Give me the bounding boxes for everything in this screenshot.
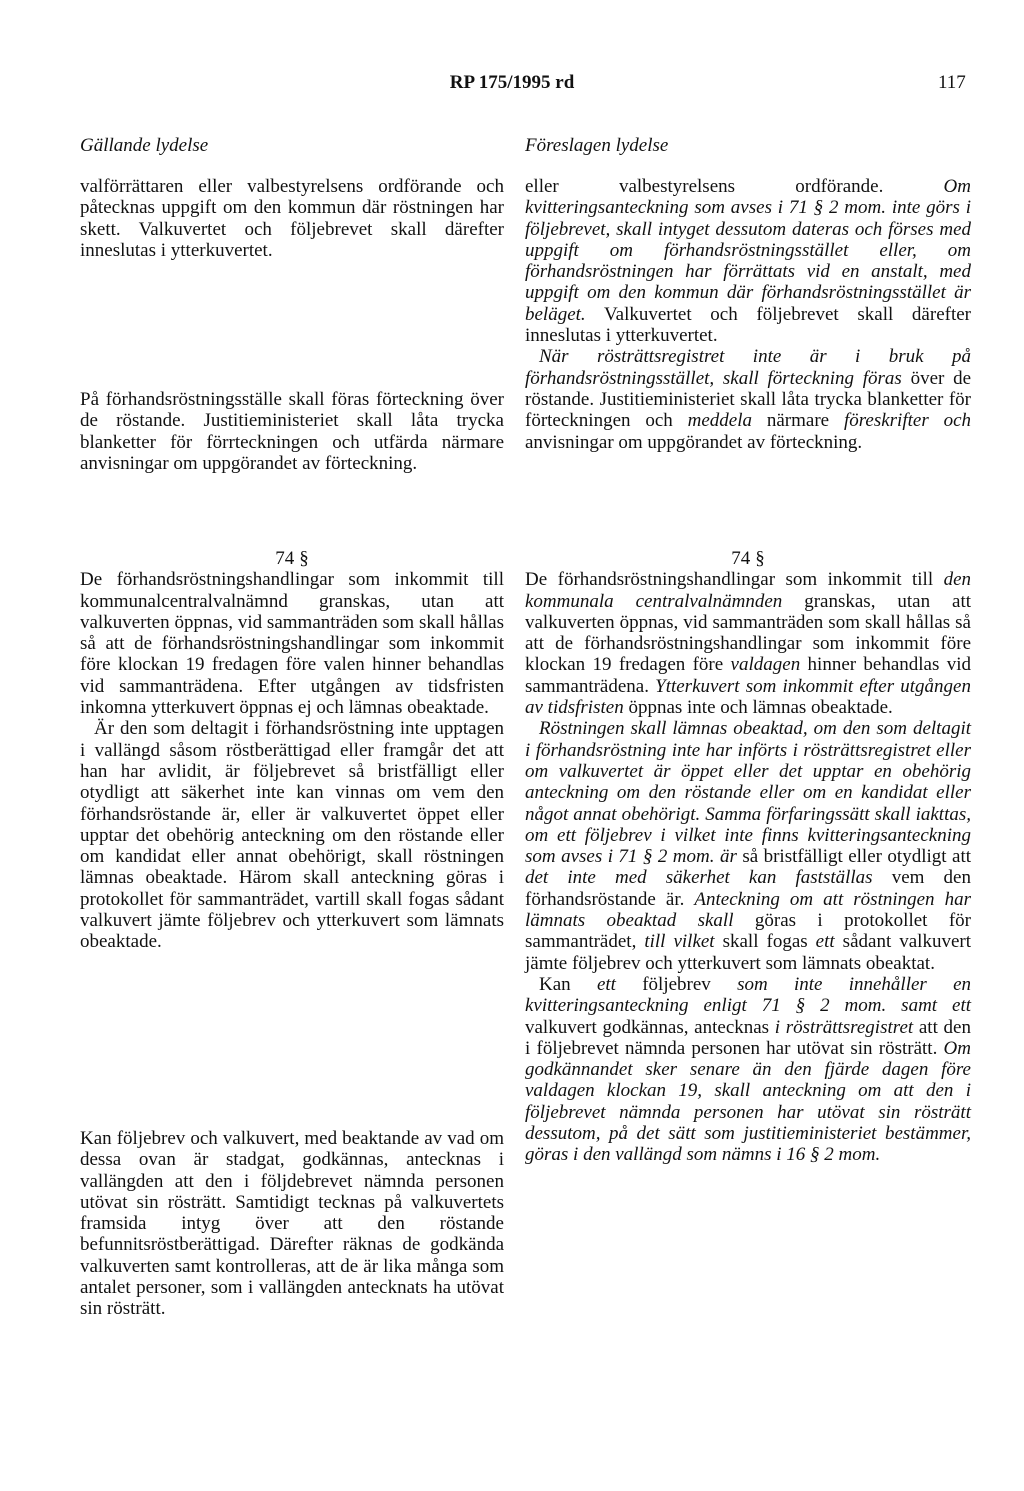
left-section-74 bbox=[80, 548, 504, 953]
left-section-heading: 74 § bbox=[275, 548, 309, 569]
left-section-number: 74 bbox=[275, 548, 295, 569]
left-paragraph-3: De förhandsröstningshandlingar som inkommit till kommunalcentralvalnämnd granskas, utan att valkuverten öppnas, vid sammanträden som skall hållas så att de förhandsröstningshandlingar som inkommit före klockan 19 fredagen före valen hinner behandlas vid sammanträdena. Efter utgången av tidsfristen inkomna ytterkuvert öppnas ej och lämnas obeaktade. bbox=[80, 569, 504, 719]
right-p1-p2 bbox=[525, 176, 971, 453]
right-paragraph-1: eller valbestyrelsens ordförande. Om kvitteringsanteckning som avses i 71 § 2 mom. inte görs i följebrevet, skall intyget dessutom dateras och förses med uppgift om förhandsröstningsstället eller, om förhandsröstningen har förrättats vid en anstalt, med uppgift om den kommun där förhandsröstningsstället är beläget. Valkuvertet och följebrevet skall därefter inneslutas i ytterkuvertet. bbox=[525, 176, 971, 347]
right-paragraph-2: När rösträttsregistret inte är i bruk på förhandsröstningsstället, skall förteckning föras över de röstande. Justitieministeriet skall låta trycka blanketter för förteckningen och meddela närmare föreskrifter och anvisningar om uppgörandet av förteckning. bbox=[525, 346, 971, 453]
right-paragraph-3: De förhandsröstningshandlingar som inkommit till den kommunala centralvalnämnden granskas, utan att valkuverten öppnas, vid sammanträden som skall hållas så att de förhandsröstningshandlingar som inkommit före klockan 19 fredagen före valdagen hinner behandlas vid sammanträdena. Ytterkuvert som inkommit efter utgången av tidsfristen öppnas inte och lämnas obeaktade. bbox=[525, 569, 972, 719]
left-paragraph-1: valförrättaren eller valbestyrelsens ordförande och påtecknas uppgift om den kommun där röstningen har skett. Valkuvertet och följebrevet skall därefter inneslutas i ytterkuvertet. bbox=[80, 176, 504, 261]
right-column-heading: Föreslagen lydelse bbox=[525, 135, 669, 156]
page-number: 117 bbox=[938, 72, 966, 93]
right-section-heading: 74 § bbox=[731, 548, 765, 569]
left-paragraph-4: Är den som deltagit i förhandsröstning inte upptagen i vallängd såsom röstberättigad eller framgår det att han har avlidit, är följebrevet så bristfälligt eller otydligt att säkerhet inte kan vinnas om vem den förhandsröstande är, eller är valkuvertet öppet eller upptar det obehörig anteckning om den röstande eller om kandidat eller annat obehörigt, skall röstningen lämnas obeaktade. Härom skall anteckning göras i protokollet för sammanträdet, vartill skall fogas sådant valkuvert jämte följebrev och ytterkuvert som lämnats obeaktade. bbox=[80, 718, 504, 953]
left-p2 bbox=[80, 389, 504, 474]
right-paragraph-4: Röstningen skall lämnas obeaktad, om den som deltagit i förhandsröstning inte har införts i rösträttsregistret eller om valkuvertet är öppet eller det upptar en obehörig anteckning om den röstande eller om en kandidat eller något annat obehörigt. Samma förfaringssätt skall iakttas, om ett följebrev i vilket inte finns kvitteringsanteckning som avses i 71 § 2 mom. är så bristfälligt eller otydligt att det inte med säkerhet kan fastställas vem den förhandsröstande är. Anteckning om att röstningen har lämnats obeaktad skall göras i protokollet för sammanträdet, till vilket skall fogas ett sådant valkuvert jämte följebrev och ytterkuvert som lämnats obeaktat. bbox=[525, 718, 971, 974]
left-paragraph-2: På förhandsröstningsställe skall föras förteckning över de röstande. Justitieministeriet skall låta trycka blanketter för förrteckningen och utfärda närmare anvisningar om uppgörandet av förteckning. bbox=[80, 389, 504, 474]
right-paragraph-5: Kan ett följebrev som inte innehåller en kvitteringsanteckning enligt 71 § 2 mom. samt ett valkuvert godkännas, antecknas i rösträttsregistret att den i följebrevet nämnda personen har utövat sin rösträtt. Om godkännandet sker senare än den fjärde dagen före valdagen klockan 19, skall anteckning om att den i följebrevet nämnda personen har utövat sin rösträtt dessutom, på det sätt som justitieministeriet bestämmer, göras i den vallängd som nämns i 16 § 2 mom. bbox=[525, 973, 972, 1166]
right-section-number: 74 bbox=[731, 548, 751, 569]
left-p5 bbox=[80, 1128, 504, 1320]
left-column-heading: Gällande lydelse bbox=[80, 135, 209, 156]
left-paragraph-5: Kan följebrev och valkuvert, med beaktande av vad om dessa ovan är stadgat, godkännas, antecknas i vallängden att den i följdebrevet nämnda personen utövat sin rösträtt. Samtidigt tecknas på valkuvertets framsida intyg över att den röstande befunnitsröstberättigad. Därefter räknas de godkända valkuverten samt kontrolleras, att de är lika många som antalet personer, som i vallängden antecknats ha utövat sin rösträtt. bbox=[80, 1128, 504, 1320]
left-p1 bbox=[80, 176, 504, 261]
right-section-74 bbox=[525, 548, 971, 1166]
page-header-title: RP 175/1995 rd bbox=[449, 72, 575, 93]
